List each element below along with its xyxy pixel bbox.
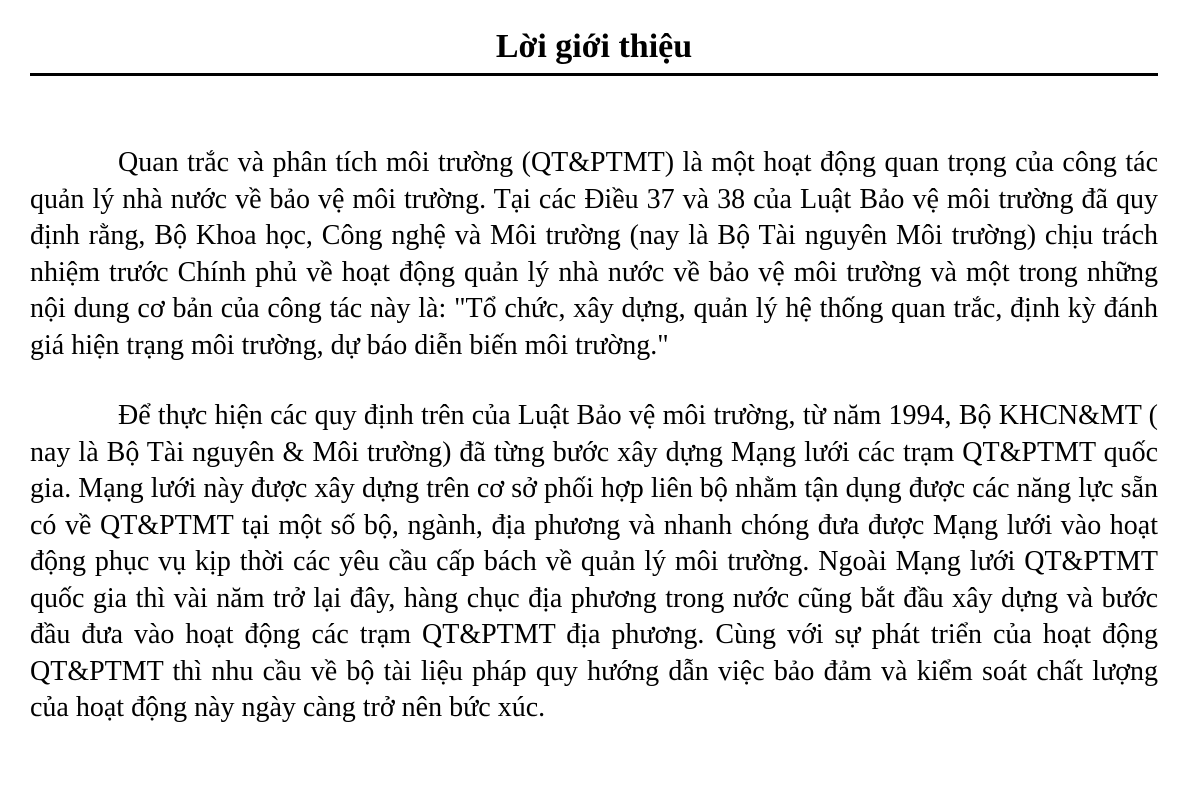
- paragraph-2: Để thực hiện các quy định trên của Luật Bảo vệ môi trường, từ năm 1994, Bộ KHCN&MT ( nay là Bộ Tài nguyên & Môi trường) đã từng bước xây dựng Mạng lưới các trạm QT&PTMT quốc gia. Mạng lưới này được xây dựng trên cơ sở phối hợp liên bộ nhằm tận dụng được các năng lực sẵn có về QT&PTMT tại một số bộ, ngành, địa phương và nhanh chóng đưa được Mạng lưới vào hoạt động phục vụ kịp thời các yêu cầu cấp bách về quản lý môi trường. Ngoài Mạng lưới QT&PTMT quốc gia thì vài năm trở lại đây, hàng chục địa phương trong nước cũng bắt đầu xây dựng và bước đầu đưa vào hoạt động các trạm QT&PTMT địa phương. Cùng với sự phát triển của hoạt động QT&PTMT thì nhu cầu về bộ tài liệu pháp quy hướng dẫn việc bảo đảm và kiểm soát chất lượng của hoạt động này ngày càng trở nên bức xúc.: [30, 400, 1158, 723]
- title-divider: [30, 73, 1158, 76]
- page-title: Lời giới thiệu: [495, 28, 693, 65]
- document-page: [30, 0, 1158, 727]
- paragraph-1: Quan trắc và phân tích môi trường (QT&PTMT) là một hoạt động quan trọng của công tác quản lý nhà nước về bảo vệ môi trường. Tại các Điều 37 và 38 của Luật Bảo vệ môi trường đã quy định rằng, Bộ Khoa học, Công nghệ và Môi trường (nay là Bộ Tài nguyên Môi trường) chịu trách nhiệm trước Chính phủ về hoạt động quản lý nhà nước về bảo vệ môi trường và một trong những nội dung cơ bản của công tác này là: "Tổ chức, xây dựng, quản lý hệ thống quan trắc, định kỳ đánh giá hiện trạng môi trường, dự báo diễn biến môi trường.": [30, 147, 1158, 361]
